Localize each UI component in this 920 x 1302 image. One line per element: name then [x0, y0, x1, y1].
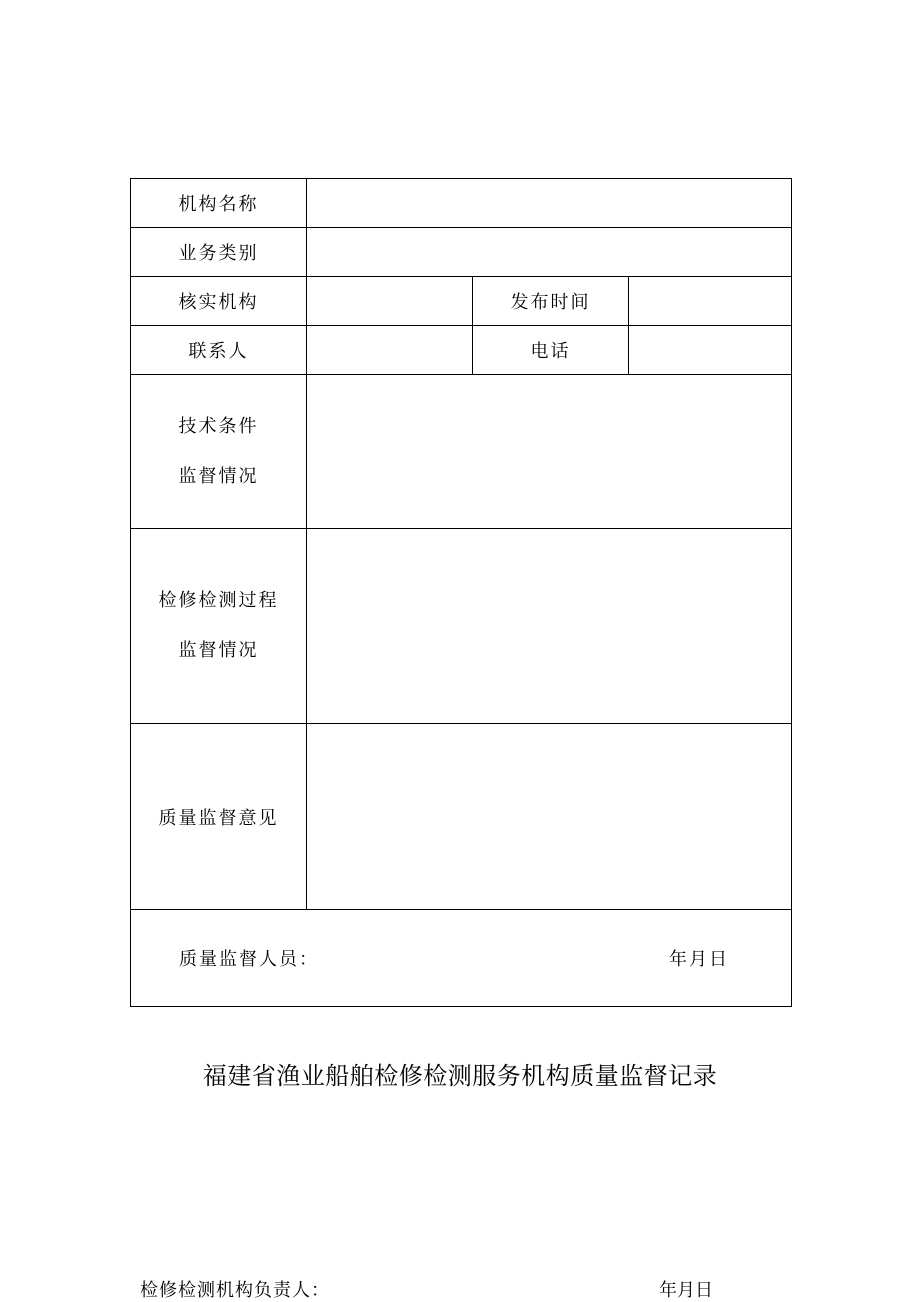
- quality-opinion-field[interactable]: [307, 724, 792, 910]
- form-row-tech-supervision: [131, 375, 792, 529]
- phone-label: 电话: [473, 326, 629, 375]
- org-name-field[interactable]: [307, 179, 792, 228]
- verify-org-label: 核实机构: [131, 277, 307, 326]
- business-type-field[interactable]: [307, 228, 792, 277]
- contact-field[interactable]: [307, 326, 473, 375]
- tech-supervision-label-line1: 技术条件: [178, 415, 259, 437]
- process-supervision-label-line1: 检修检测过程: [158, 590, 279, 611]
- form-row-verify-org: [131, 277, 792, 326]
- contact-label: 联系人: [131, 326, 307, 375]
- supervision-record-form: [130, 178, 792, 1007]
- form-row-business-type: [131, 228, 792, 277]
- responsible-person-label: 检修检测机构负责人：: [140, 1280, 330, 1301]
- tech-supervision-field[interactable]: [307, 375, 792, 529]
- tech-supervision-label-line2: 监督情况: [178, 465, 259, 487]
- form-row-org-name: [131, 179, 792, 228]
- process-supervision-label: [131, 529, 307, 724]
- document-title: 福建省渔业船舶检修检测服务机构质量监督记录: [202, 1062, 718, 1090]
- responsible-date: 年月日: [659, 1280, 713, 1301]
- verify-org-field[interactable]: [307, 277, 473, 326]
- signature-cell: [131, 910, 792, 1007]
- form-row-process-supervision: [131, 529, 792, 724]
- process-supervision-field[interactable]: [307, 529, 792, 724]
- form-row-signature: [131, 910, 792, 1007]
- tech-supervision-label: [131, 375, 307, 529]
- supervisor-date: 年月日: [669, 949, 729, 970]
- org-name-label: 机构名称: [131, 179, 307, 228]
- form-row-contact: [131, 326, 792, 375]
- business-type-label: 业务类别: [131, 228, 307, 277]
- quality-opinion-label: 质量监督意见: [131, 724, 307, 910]
- publish-time-label: 发布时间: [473, 277, 629, 326]
- supervisor-label: 质量监督人员：: [179, 949, 319, 970]
- publish-time-field[interactable]: [629, 277, 792, 326]
- phone-field[interactable]: [629, 326, 792, 375]
- process-supervision-label-line2: 监督情况: [178, 640, 259, 661]
- form-row-quality-opinion: [131, 724, 792, 910]
